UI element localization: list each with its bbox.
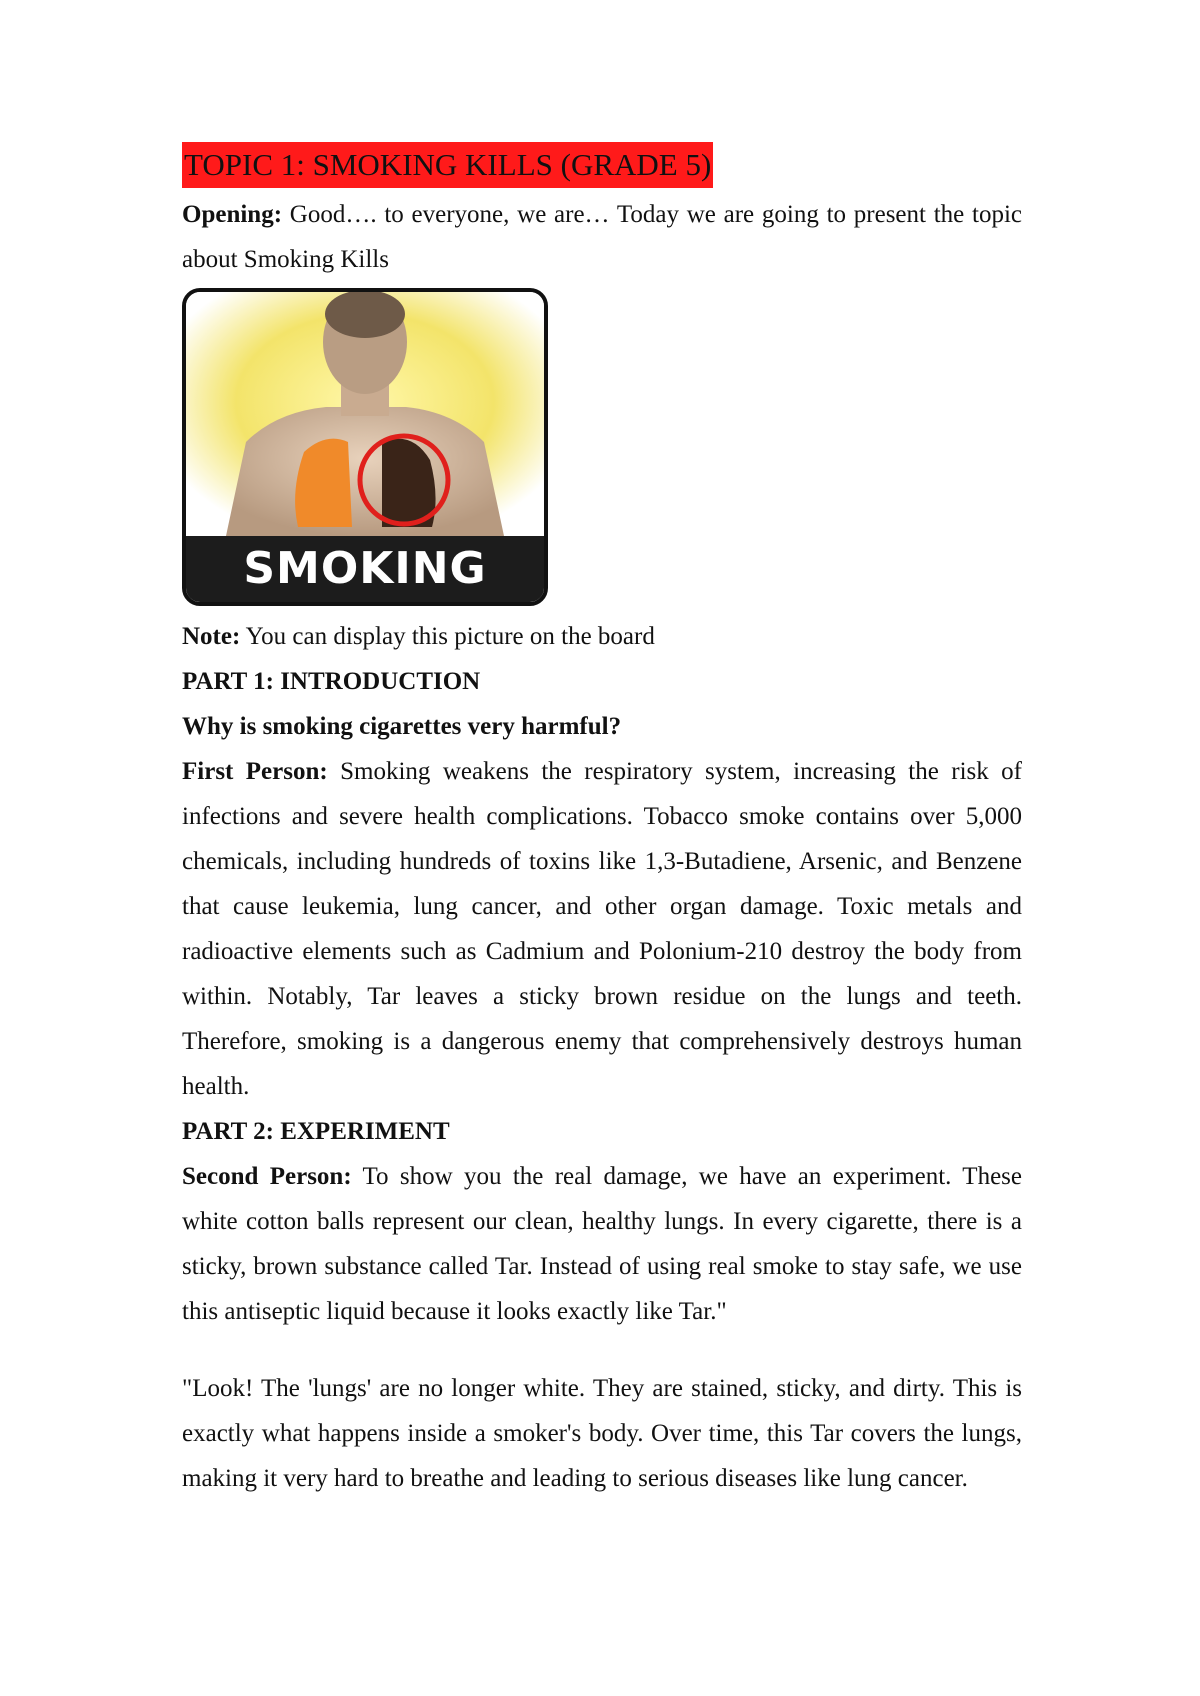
paragraph-gap [182,1334,1022,1366]
part1-heading-text: PART 1: INTRODUCTION [182,668,481,695]
opening-text: Good…. to everyone, we are… Today we are going to present the topic about Smoking Kills [182,201,1022,273]
opening-label: Opening: [182,201,283,228]
part2-heading [182,1109,1022,1154]
document-page [182,142,1022,1501]
second-person-label: Second Person: [182,1163,352,1190]
note-label: Note: [182,623,241,650]
smoking-kills-banner: SMOKING [186,536,544,602]
opening-paragraph [182,192,1022,282]
part2-quote-paragraph: "Look! The 'lungs' are no longer white. They are stained, sticky, and dirty. This is exactly what happens inside a smoker's body. Over time, this Tar covers the lungs, making it very hard to breathe and leading to serious diseases like lung cancer. [182,1375,1022,1492]
topic-title: TOPIC 1: SMOKING KILLS (GRADE 5) [182,142,713,188]
part2-text: To show you the real damage, we have an experiment. These white cotton balls represent our clean, healthy lungs. In every cigarette, there is a sticky, brown substance called Tar. Instead of using real smoke to stay safe, we use this antiseptic liquid because it looks exactly like Tar." [182,1163,1022,1325]
note-paragraph [182,614,1022,659]
part1-text: Smoking weakens the respiratory system, increasing the risk of infections and severe health complications. Tobacco smoke contains over 5,000 chemicals, including hundreds of toxins like 1,3-Butadiene, Arsenic, and Benzene that cause leukemia, lung cancer, and other organ damage. Toxic metals and radioactive elements such as Cadmium and Polonium-210 destroy the body from within. Notably, Tar leaves a sticky brown residue on the lungs and teeth. Therefore, smoking is a dangerous enemy that comprehensively destroys human health. [182,758,1022,1100]
first-person-label: First Person: [182,758,328,785]
part2-heading-text: PART 2: EXPERIMENT [182,1118,450,1145]
smoking-kills-poster-icon [186,292,544,536]
part1-heading [182,659,1022,704]
part2-paragraph [182,1154,1022,1334]
note-text: You can display this picture on the board [240,623,655,650]
part1-question-text: Why is smoking cigarettes very harmful? [182,713,622,740]
part1-paragraph [182,749,1022,1109]
part1-question [182,704,1022,749]
smoking-kills-image [182,288,548,606]
